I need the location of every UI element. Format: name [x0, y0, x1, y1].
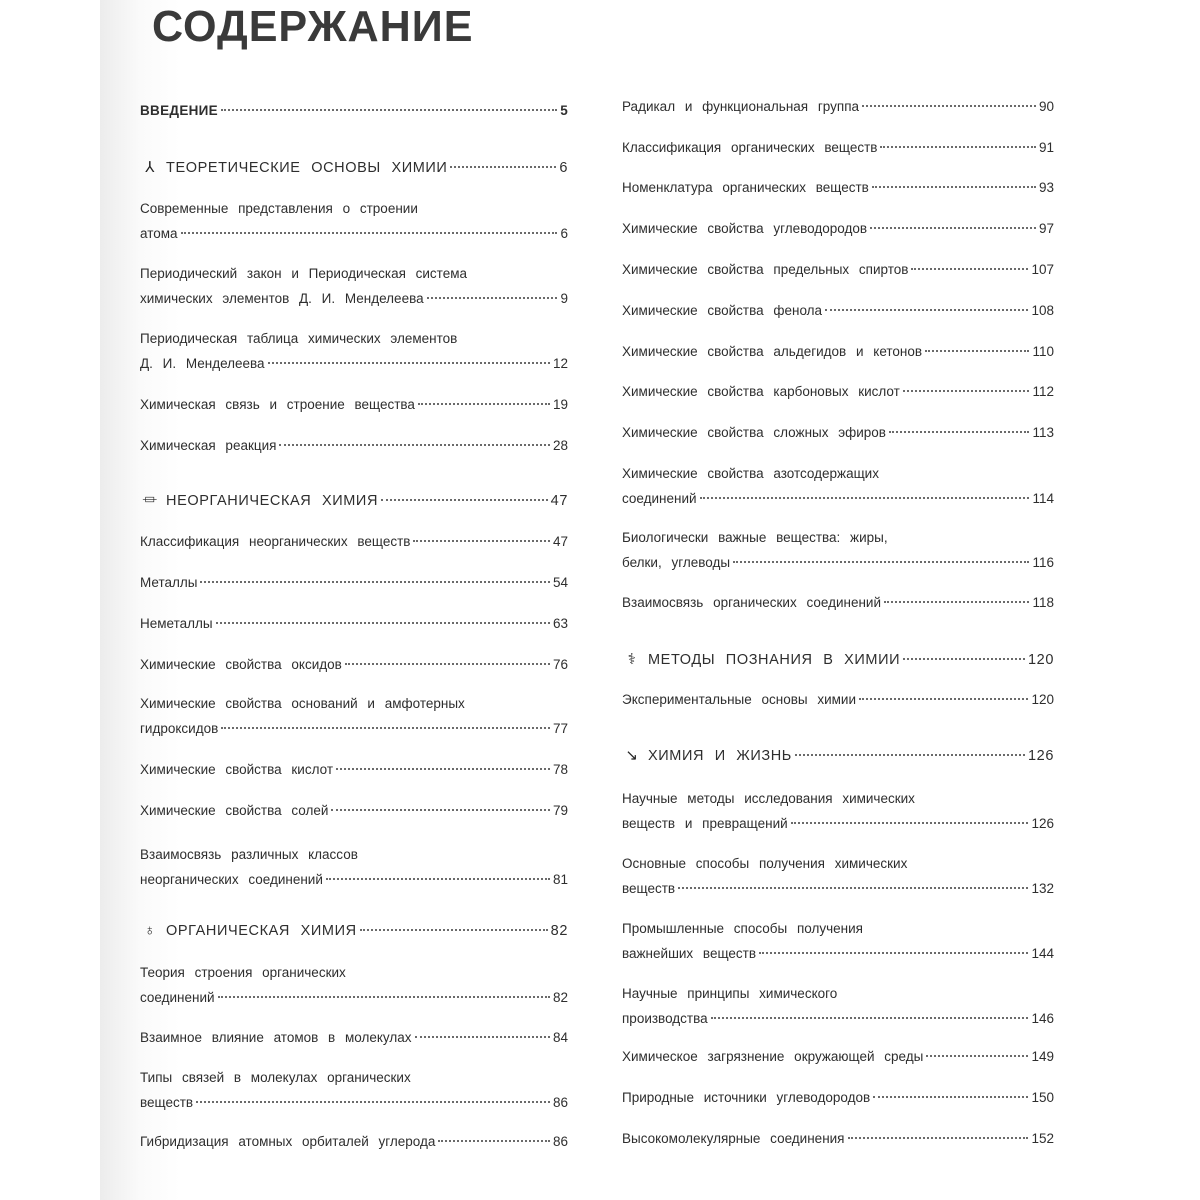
dot-leader	[859, 698, 1028, 700]
toc-entry-title-line: белки, углеводы	[622, 555, 731, 570]
toc-section-title: ХИМИЯ И ЖИЗНЬ	[648, 748, 792, 764]
toc-entry[interactable]	[622, 461, 1054, 511]
dot-leader	[427, 297, 558, 299]
page-number: 120	[1028, 652, 1054, 668]
page-number: 126	[1028, 748, 1054, 764]
dot-leader	[216, 622, 550, 624]
toc-entry-title-line: важнейших веществ	[622, 946, 757, 961]
page-number: 150	[1031, 1090, 1054, 1105]
toc-entry-title-line: Типы связей в молекулах органических	[140, 1070, 411, 1085]
toc-entry[interactable]	[140, 529, 568, 554]
dot-leader	[336, 768, 550, 770]
dot-leader	[889, 431, 1030, 433]
page-number: 86	[552, 1134, 568, 1149]
toc-entry-title-line: соединений	[140, 990, 215, 1005]
toc-entry-title-line: Классификация органических веществ	[622, 140, 878, 155]
dot-leader	[795, 754, 1025, 756]
dot-leader	[200, 581, 550, 583]
page-number: 132	[1031, 881, 1054, 896]
page-number: 149	[1031, 1049, 1054, 1064]
dot-leader	[418, 403, 550, 405]
dot-leader	[700, 497, 1030, 499]
toc-entry-title-line: Экспериментальные основы химии	[622, 692, 856, 707]
page-number: 77	[552, 721, 568, 736]
page-number: 114	[1032, 491, 1054, 506]
page-title: СОДЕРЖАНИЕ	[152, 2, 474, 51]
toc-entry[interactable]	[622, 420, 1054, 445]
toc-entry[interactable]	[622, 135, 1054, 160]
toc-entry-title-line: Химическая связь и строение вещества	[140, 397, 415, 412]
dot-leader	[345, 663, 550, 665]
toc-entry-title-line: Химическая реакция	[140, 438, 277, 453]
toc-entry-title-line: веществ и превращений	[622, 816, 788, 831]
toc-entry-title-line: Теория строения органических	[140, 965, 346, 980]
dot-leader	[221, 109, 557, 111]
toc-entry-title-line: веществ	[622, 881, 676, 896]
toc-entry[interactable]	[140, 960, 568, 1010]
toc-section[interactable]	[140, 155, 568, 181]
toc-entry-title-line: Химические свойства оснований и амфотерных	[140, 696, 465, 711]
page-number: 5	[560, 103, 568, 118]
dot-leader	[870, 227, 1036, 229]
page-number: 6	[560, 226, 568, 241]
toc-entry[interactable]	[622, 175, 1054, 200]
page-number: 28	[552, 438, 568, 453]
toc-entry[interactable]	[622, 339, 1054, 364]
toc-entry[interactable]	[140, 691, 568, 741]
toc-entry-title-line: Высокомолекулярные соединения	[622, 1131, 845, 1146]
toc-entry[interactable]	[622, 216, 1054, 241]
toc-entry-title-line: Химические свойства углеводородов	[622, 221, 868, 236]
toc-entry-title-line: Химические свойства фенола	[622, 303, 823, 318]
page-number: 116	[1032, 555, 1054, 570]
toc-entry[interactable]	[140, 652, 568, 677]
dot-leader	[711, 1017, 1029, 1019]
page-number: 78	[552, 762, 568, 777]
page-number: 47	[552, 534, 568, 549]
toc-entry[interactable]	[622, 916, 1054, 966]
toc-entry[interactable]	[622, 379, 1054, 404]
page-number: 19	[552, 397, 568, 412]
dot-leader	[331, 809, 550, 811]
dot-leader	[903, 390, 1030, 392]
toc-entry-title-line: Химические свойства сложных эфиров	[622, 425, 886, 440]
toc-entry-title-line: Химические свойства оксидов	[140, 657, 342, 672]
microscope-icon: ⚕	[627, 651, 637, 668]
toc-entry[interactable]	[140, 326, 568, 376]
dot-leader	[181, 232, 558, 234]
page-number: 47	[550, 493, 568, 509]
dot-leader	[926, 1055, 1028, 1057]
dot-leader	[450, 166, 556, 168]
page-number: 107	[1031, 262, 1054, 277]
molecule-icon: ⅄	[145, 159, 155, 176]
toc-entry[interactable]	[622, 94, 1054, 119]
toc-entry-title-line: Современные представления о строении	[140, 201, 418, 216]
beaker-icon: ⏛	[142, 492, 158, 509]
page-number: 81	[552, 872, 568, 887]
dot-leader	[759, 952, 1028, 954]
toc-section[interactable]	[140, 918, 568, 944]
page-number: 82	[550, 923, 568, 939]
dot-leader	[326, 878, 550, 880]
toc-entry-title-line: Химические свойства предельных спиртов	[622, 262, 909, 277]
pipette-icon: ↘	[625, 747, 639, 764]
page-number: 146	[1031, 1011, 1054, 1026]
toc-entry[interactable]	[622, 1126, 1054, 1151]
toc-entry[interactable]	[140, 611, 568, 636]
dot-leader	[415, 1036, 550, 1038]
toc-entry-title-line: Взаимосвязь органических соединений	[622, 595, 882, 610]
toc-entry-title-line: Радикал и функциональная группа	[622, 99, 860, 114]
toc-entry-title-line: Промышленные способы получения	[622, 921, 863, 936]
dot-leader	[873, 1096, 1028, 1098]
toc-entry-title-line: Металлы	[140, 575, 198, 590]
toc-entry-title-line: Научные методы исследования химических	[622, 791, 915, 806]
toc-entry[interactable]	[622, 981, 1054, 1031]
toc-entry[interactable]	[140, 757, 568, 782]
page-number: 97	[1038, 221, 1054, 236]
toc-section[interactable]	[622, 743, 1054, 769]
dot-leader	[880, 146, 1036, 148]
toc-entry-title-line: соединений	[622, 491, 697, 506]
toc-entry[interactable]	[140, 798, 568, 823]
toc-entry[interactable]	[622, 1085, 1054, 1110]
toc-entry-title-line: Природные источники углеводородов	[622, 1090, 871, 1105]
toc-entry-title-line: Основные способы получения химических	[622, 856, 908, 871]
dot-leader	[381, 499, 548, 501]
toc-entry-title-line: Номенклатура органических веществ	[622, 180, 869, 195]
toc-entry[interactable]	[140, 196, 568, 246]
page-number: 93	[1038, 180, 1054, 195]
dot-leader	[218, 996, 550, 998]
dot-leader	[872, 186, 1036, 188]
toc-entry[interactable]	[622, 851, 1054, 901]
toc-entry[interactable]	[622, 1044, 1054, 1069]
toc-entry[interactable]	[622, 590, 1054, 615]
toc-entry[interactable]	[140, 1129, 568, 1154]
toc-entry-title-line: Химическое загрязнение окружающей среды	[622, 1049, 924, 1064]
toc-entry[interactable]	[140, 1065, 568, 1115]
toc-entry-title-line: ВВЕДЕНИЕ	[140, 103, 218, 118]
dot-leader	[268, 362, 550, 364]
toc-entry-title-line: Классификация неорганических веществ	[140, 534, 411, 549]
toc-entry[interactable]	[140, 392, 568, 417]
flask-icon: ♁	[144, 922, 156, 939]
toc-entry-title-line: Химические свойства альдегидов и кетонов	[622, 344, 923, 359]
toc-entry[interactable]	[140, 842, 568, 892]
page-number: 112	[1032, 384, 1054, 399]
toc-entry-title-line: Химические свойства азотсодержащих	[622, 466, 879, 481]
page-number: 90	[1038, 99, 1054, 114]
toc-entry-title-line: Неметаллы	[140, 616, 213, 631]
toc-entry-title-line: Биологически важные вещества: жиры,	[622, 530, 888, 545]
dot-leader	[678, 887, 1028, 889]
toc-section[interactable]	[140, 488, 568, 514]
toc-entry[interactable]	[140, 98, 568, 123]
toc-entry-title-line: неорганических соединений	[140, 872, 323, 887]
toc-section-title: ОРГАНИЧЕСКАЯ ХИМИЯ	[166, 923, 357, 939]
dot-leader	[791, 822, 1029, 824]
toc-entry-title-line: Периодический закон и Периодическая система	[140, 266, 468, 281]
dot-leader	[221, 727, 550, 729]
page-number: 120	[1031, 692, 1054, 707]
toc-entry[interactable]	[622, 257, 1054, 282]
toc-entry[interactable]	[622, 786, 1054, 836]
toc-entry-title-line: Научные принципы химического	[622, 986, 838, 1001]
dot-leader	[825, 309, 1028, 311]
page-number: 110	[1032, 344, 1054, 359]
page-number: 63	[552, 616, 568, 631]
page-number: 126	[1031, 816, 1054, 831]
toc-entry-title-line: атома	[140, 226, 178, 241]
page-number: 108	[1031, 303, 1054, 318]
dot-leader	[279, 444, 550, 446]
page-number: 113	[1032, 425, 1054, 440]
toc-entry[interactable]	[622, 298, 1054, 323]
toc-entry-title-line: химических элементов Д. И. Менделеева	[140, 291, 424, 306]
toc-section[interactable]	[622, 647, 1054, 673]
toc-entry-title-line: Химические свойства солей	[140, 803, 329, 818]
dot-leader	[848, 1137, 1029, 1139]
page-number: 9	[560, 291, 568, 306]
dot-leader	[196, 1101, 550, 1103]
toc-entry-title-line: гидроксидов	[140, 721, 219, 736]
page-number: 152	[1031, 1131, 1054, 1146]
dot-leader	[911, 268, 1028, 270]
page-number: 144	[1031, 946, 1054, 961]
toc-section-title: МЕТОДЫ ПОЗНАНИЯ В ХИМИИ	[648, 652, 901, 668]
page-number: 12	[552, 356, 568, 371]
toc-entry-title-line: Химические свойства карбоновых кислот	[622, 384, 900, 399]
dot-leader	[733, 561, 1029, 563]
page-number: 118	[1032, 595, 1054, 610]
toc-section-title: НЕОРГАНИЧЕСКАЯ ХИМИЯ	[166, 493, 379, 509]
page-number: 76	[552, 657, 568, 672]
toc-entry[interactable]	[140, 570, 568, 595]
toc-entry-title-line: производства	[622, 1011, 708, 1026]
page-number: 54	[552, 575, 568, 590]
toc-entry[interactable]	[140, 261, 568, 311]
dot-leader	[413, 540, 550, 542]
dot-leader	[360, 929, 548, 931]
toc-entry-title-line: Гибридизация атомных орбиталей углерода	[140, 1134, 436, 1149]
dot-leader	[884, 601, 1029, 603]
dot-leader	[862, 105, 1036, 107]
toc-entry-title-line: Д. И. Менделеева	[140, 356, 265, 371]
page-number: 86	[552, 1095, 568, 1110]
toc-entry-title-line: Взаимное влияние атомов в молекулах	[140, 1030, 412, 1045]
page-number: 91	[1038, 140, 1054, 155]
dot-leader	[438, 1140, 550, 1142]
toc-entry-title-line: Периодическая таблица химических элементов	[140, 331, 458, 346]
toc-section-title: ТЕОРЕТИЧЕСКИЕ ОСНОВЫ ХИМИИ	[166, 160, 448, 176]
toc-entry[interactable]	[622, 687, 1054, 712]
page-number: 84	[552, 1030, 568, 1045]
toc-entry-title-line: Взаимосвязь различных классов	[140, 847, 358, 862]
toc-entry[interactable]	[140, 1025, 568, 1050]
toc-entry-title-line: веществ	[140, 1095, 194, 1110]
toc-entry[interactable]	[622, 525, 1054, 575]
page-number: 6	[559, 160, 568, 176]
dot-leader	[925, 350, 1029, 352]
toc-entry[interactable]	[140, 433, 568, 458]
page-number: 82	[552, 990, 568, 1005]
dot-leader	[903, 658, 1025, 660]
toc-entry-title-line: Химические свойства кислот	[140, 762, 334, 777]
page-number: 79	[552, 803, 568, 818]
